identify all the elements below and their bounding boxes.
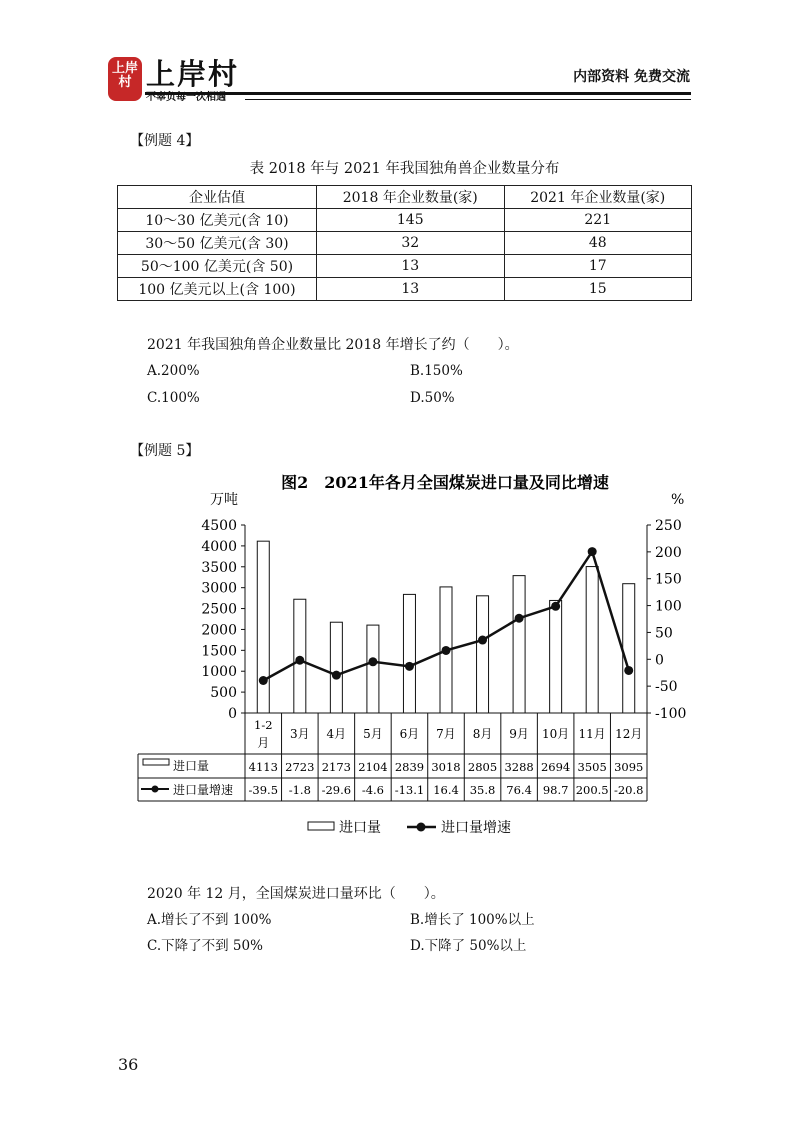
y-right-tick-label: 250 [655,518,682,534]
line-data-label: 76.4 [506,783,532,797]
bar-data-label: 2805 [467,760,498,774]
chart-title: 图2 2021年各月全国煤炭进口量及同比增速 [281,473,609,492]
y-left-tick-label: 3500 [201,559,237,576]
legend-line-point [417,823,426,832]
example4-question: 2021 年我国独角兽企业数量比 2018 年增长了约（ ）。 [147,337,519,353]
table-title: 表 2018 年与 2021 年我国独角兽企业数量分布 [249,161,560,177]
bar [477,596,489,713]
bar-series [257,541,634,713]
bar [403,594,415,713]
logo-seal-text: 上岸村 [111,61,138,90]
category-label: 11月 [578,727,606,741]
y-right-tick-label: 150 [655,571,682,588]
bar-data-label: 2694 [540,760,571,774]
category-label: 1-2 [254,718,273,732]
table-header-cell: 2021 年企业数量(家) [504,186,692,209]
category-label: 4月 [326,727,347,741]
y-left-tick-label: 1000 [201,664,237,681]
y-left-tick-label: 1500 [201,643,237,660]
table-cell: 13 [317,255,505,278]
growth-point [588,547,597,556]
chart-data-table [138,713,647,801]
option-c: C.下降了不到 50% [147,938,263,954]
table-header-cell: 企业估值 [118,186,317,209]
option-b: B.150% [410,363,463,379]
legend-label: 进口量 [339,820,381,836]
page-number: 36 [118,1055,139,1074]
category-label: 9月 [509,727,529,741]
table-cell: 10～30 亿美元(含 10) [118,209,317,232]
y-left-label: 万吨 [210,492,238,508]
growth-point [405,662,414,671]
table-cell: 13 [317,278,505,301]
category-label: 7月 [436,727,456,741]
line-data-label: 16.4 [433,783,459,797]
y-left-tick-label: 4500 [201,518,237,534]
line-data-label: -1.8 [288,783,311,797]
table-row-header: 进口量 [173,759,210,773]
growth-point [624,666,633,675]
y-left-tick-label: 4000 [201,538,237,555]
bar [586,567,598,713]
y-left-tick-label: 3000 [201,580,237,597]
y-right-tick-label: 100 [655,598,682,615]
category-label: 6月 [399,727,420,741]
y-right-tick-label: -50 [655,679,678,696]
line-data-label: 98.7 [542,783,569,797]
line-data-label: -13.1 [394,783,425,797]
category-label: 8月 [472,727,493,741]
y-right-label: % [671,492,685,508]
chart-legend [308,819,511,836]
table-cell: 17 [504,255,692,278]
category-label: 月 [257,736,270,750]
table-cell: 15 [504,278,692,301]
category-label: 5月 [363,727,383,741]
bar-data-label: 3018 [431,760,461,774]
growth-point [515,614,524,623]
bar-data-label: 3505 [577,760,607,774]
bar-data-label: 2723 [285,760,315,774]
bar [623,584,635,713]
table-cell: 30～50 亿美元(含 30) [118,232,317,255]
line-swatch-point [152,786,159,793]
growth-point [442,646,451,655]
bar-data-label: 2839 [394,760,425,774]
bar-data-label: 2173 [321,760,352,774]
category-label: 10月 [541,727,570,741]
growth-point [332,671,341,680]
header-right-text: 内部资料 免费交流 [573,69,690,85]
bar [257,541,269,713]
bar-swatch [143,759,169,765]
table-cell: 221 [504,209,692,232]
y-right-tick-label: 0 [655,652,664,669]
y-right-tick-label: 50 [655,625,673,642]
option-a: A.增长了不到 100% [147,912,272,928]
option-d: D.下降了 50%以上 [410,938,527,954]
growth-point [551,602,560,611]
growth-point [368,657,377,666]
y-left-tick-label: 2000 [201,622,237,639]
option-d: D.50% [410,390,455,406]
table-header-cell: 2018 年企业数量(家) [317,186,505,209]
logo-name: 上岸村 [146,57,240,91]
growth-point [259,676,268,685]
bar [513,576,525,713]
bar-data-label: 3288 [504,760,534,774]
line-data-label: -20.8 [613,783,644,797]
table-cell: 100 亿美元以上(含 100) [118,278,317,301]
legend-label: 进口量增速 [441,820,511,836]
line-data-label: -4.6 [361,783,385,797]
y-left-tick-label: 0 [228,706,237,722]
bar-data-label: 2104 [358,760,388,774]
category-label: 12月 [615,727,643,741]
table-cell: 145 [317,209,505,232]
bar [330,622,342,713]
example5-question: 2020 年 12 月，全国煤炭进口量环比（ ）。 [147,886,445,902]
line-data-label: 35.8 [469,783,496,797]
line-data-label: -29.6 [321,783,352,797]
line-data-label: 200.5 [575,783,609,797]
bar [550,600,562,713]
bar-data-label: 4113 [248,760,278,774]
example4-label: 【例题 4】 [130,133,200,149]
y-left-tick-label: 500 [210,685,237,702]
table-cell: 32 [317,232,505,255]
growth-point [295,656,304,665]
y-right-tick-label: -100 [655,706,687,722]
bar [367,625,379,713]
y-right-tick-label: 200 [655,544,682,561]
table-row-header: 进口量增速 [173,783,234,797]
table-cell: 48 [504,232,692,255]
example5-label: 【例题 5】 [130,443,200,459]
option-c: C.100% [147,390,200,406]
line-data-label: -39.5 [248,783,279,797]
logo-slogan: 不辜负每一次相遇 [146,92,226,103]
bar-data-label: 3095 [614,760,644,774]
category-label: 3月 [289,727,310,741]
legend-bar-swatch [308,822,334,830]
option-b: B.增长了 100%以上 [410,912,535,928]
option-a: A.200% [147,363,200,379]
y-left-tick-label: 2500 [201,601,237,618]
table-cell: 50～100 亿美元(含 50) [118,255,317,278]
growth-point [478,636,487,645]
